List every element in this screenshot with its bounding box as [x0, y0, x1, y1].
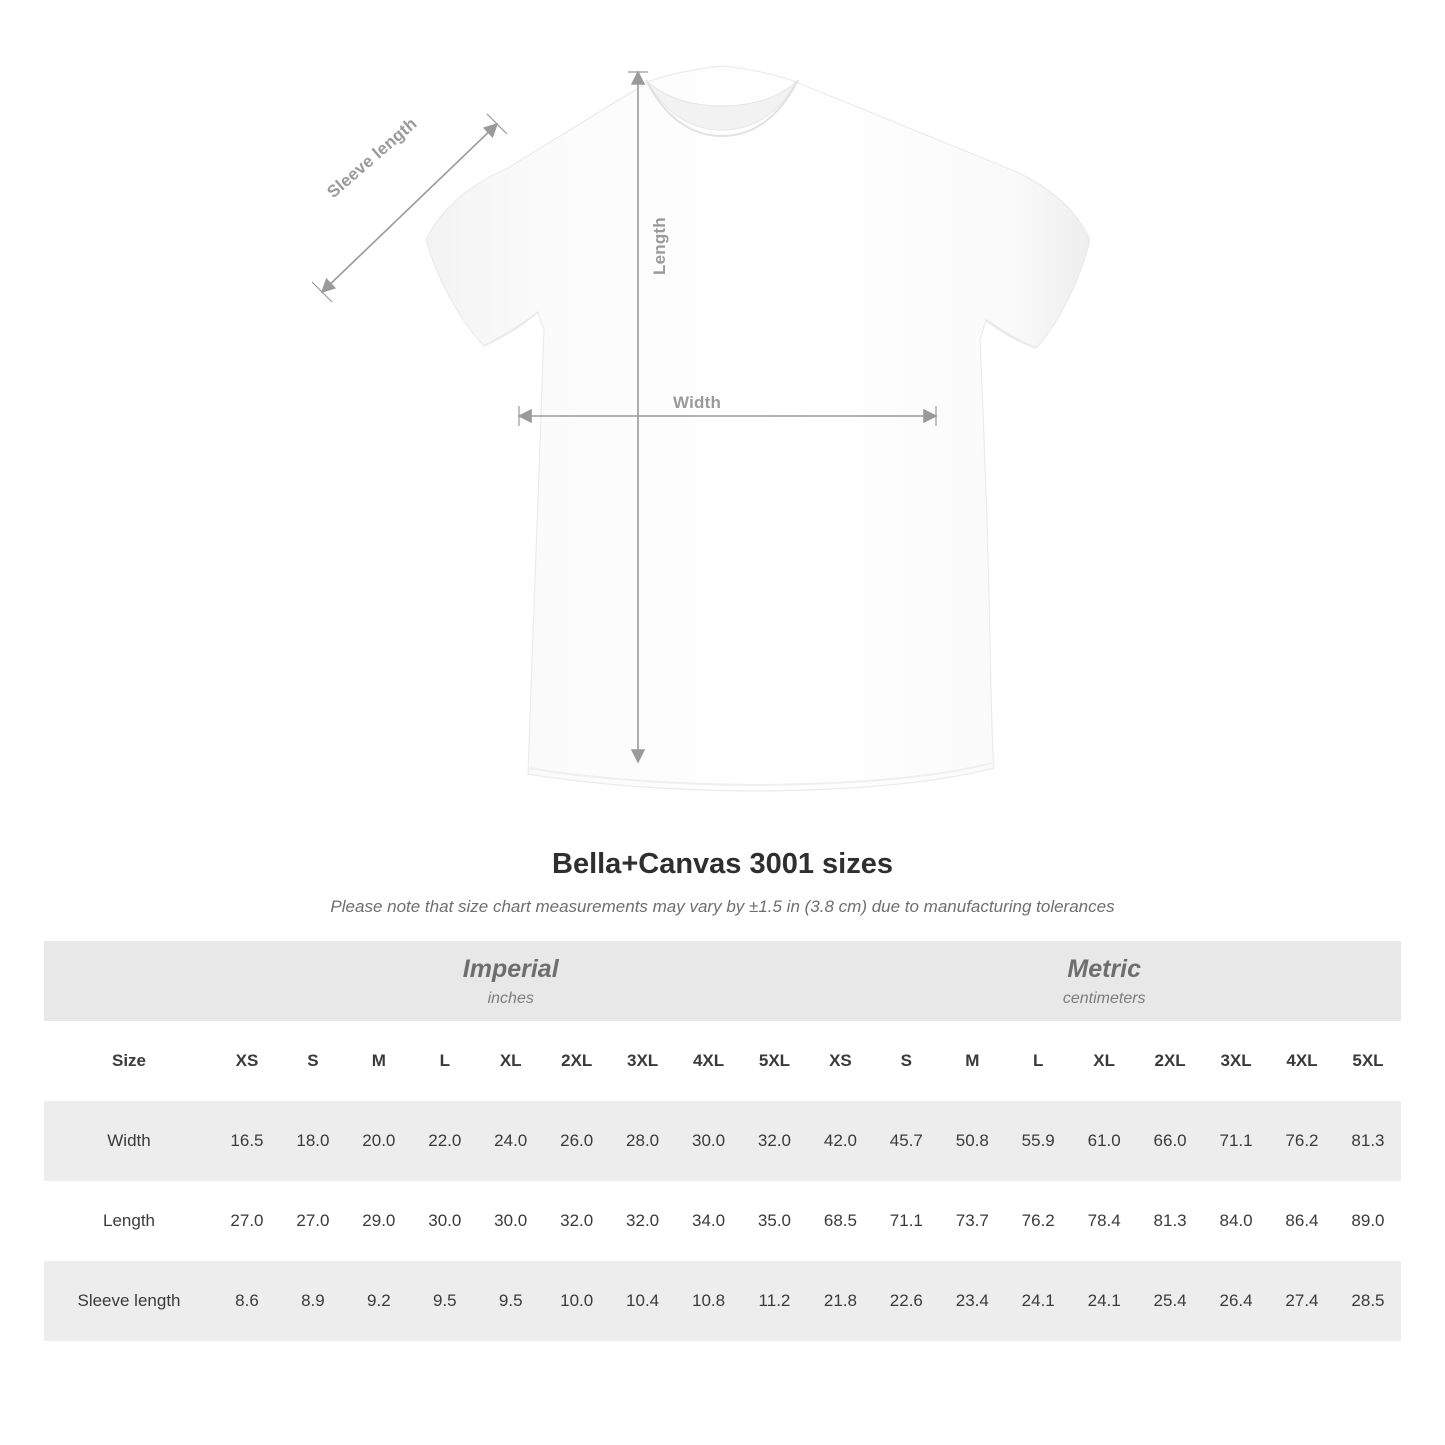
size-col-header: 4XL	[676, 1021, 742, 1101]
size-col-header: XL	[478, 1021, 544, 1101]
width-label: Width	[673, 393, 722, 412]
cell-value: 24.1	[1071, 1261, 1137, 1341]
cell-value: 45.7	[873, 1101, 939, 1181]
cell-value: 26.0	[544, 1101, 610, 1181]
row-label-width: Width	[44, 1101, 214, 1181]
cell-value: 10.0	[544, 1261, 610, 1341]
size-col-header: XL	[1071, 1021, 1137, 1101]
tolerance-note: Please note that size chart measurements may vary by ±1.5 in (3.8 cm) due to manufacturing tolerances	[330, 897, 1115, 916]
size-col-header: L	[412, 1021, 478, 1101]
cell-value: 28.0	[610, 1101, 676, 1181]
cell-value: 73.7	[939, 1181, 1005, 1261]
size-chart-table	[44, 941, 1401, 1341]
table-row	[44, 1101, 1401, 1181]
unit-group-metric-sub: centimeters	[1062, 989, 1146, 1007]
cell-value: 9.5	[478, 1261, 544, 1341]
size-col-header: S	[280, 1021, 346, 1101]
cell-value: 32.0	[610, 1181, 676, 1261]
size-col-header: S	[873, 1021, 939, 1101]
cell-value: 24.0	[478, 1101, 544, 1181]
title-block	[0, 848, 1445, 917]
cell-value: 18.0	[280, 1101, 346, 1181]
unit-header-row	[44, 941, 1401, 1021]
unit-group-imperial-sub: inches	[487, 989, 534, 1007]
cell-value: 30.0	[676, 1101, 742, 1181]
unit-group-imperial-name: Imperial	[462, 955, 559, 984]
size-col-header: 2XL	[544, 1021, 610, 1101]
cell-value: 27.4	[1269, 1261, 1335, 1341]
cell-value: 16.5	[214, 1101, 280, 1181]
cell-value: 35.0	[742, 1181, 808, 1261]
cell-value: 81.3	[1137, 1181, 1203, 1261]
size-col-header: XS	[214, 1021, 280, 1101]
cell-value: 8.6	[214, 1261, 280, 1341]
cell-value: 9.2	[346, 1261, 412, 1341]
size-col-header: 3XL	[610, 1021, 676, 1101]
cell-value: 9.5	[412, 1261, 478, 1341]
table-row	[44, 1261, 1401, 1341]
cell-value: 34.0	[676, 1181, 742, 1261]
size-col-header: 5XL	[742, 1021, 808, 1101]
cell-value: 10.8	[676, 1261, 742, 1341]
size-col-header: 2XL	[1137, 1021, 1203, 1101]
row-label-sleeve-length: Sleeve length	[44, 1261, 214, 1341]
cell-value: 23.4	[939, 1261, 1005, 1341]
cell-value: 27.0	[280, 1181, 346, 1261]
cell-value: 84.0	[1203, 1181, 1269, 1261]
cell-value: 8.9	[280, 1261, 346, 1341]
cell-value: 76.2	[1269, 1101, 1335, 1181]
size-col-header: 3XL	[1203, 1021, 1269, 1101]
size-col-header: L	[1005, 1021, 1071, 1101]
cell-value: 68.5	[807, 1181, 873, 1261]
cell-value: 42.0	[807, 1101, 873, 1181]
size-col-header: 5XL	[1335, 1021, 1401, 1101]
cell-value: 76.2	[1005, 1181, 1071, 1261]
size-col-header: XS	[807, 1021, 873, 1101]
page-title: Bella+Canvas 3001 sizes	[552, 848, 893, 880]
cell-value: 66.0	[1137, 1101, 1203, 1181]
unit-group-imperial	[214, 941, 807, 1021]
cell-value: 29.0	[346, 1181, 412, 1261]
cell-value: 30.0	[412, 1181, 478, 1261]
cell-value: 28.5	[1335, 1261, 1401, 1341]
cell-value: 10.4	[610, 1261, 676, 1341]
size-col-header: M	[939, 1021, 1005, 1101]
unit-group-metric-name: Metric	[1067, 955, 1142, 984]
cell-value: 71.1	[873, 1181, 939, 1261]
size-col-header: M	[346, 1021, 412, 1101]
cell-value: 27.0	[214, 1181, 280, 1261]
cell-value: 32.0	[544, 1181, 610, 1261]
unit-corner-cell	[44, 941, 214, 1021]
cell-value: 32.0	[742, 1101, 808, 1181]
size-table-wrap	[44, 941, 1401, 1341]
cell-value: 25.4	[1137, 1261, 1203, 1341]
cell-value: 21.8	[807, 1261, 873, 1341]
length-label: Length	[650, 217, 669, 275]
cell-value: 78.4	[1071, 1181, 1137, 1261]
cell-value: 22.6	[873, 1261, 939, 1341]
cell-value: 55.9	[1005, 1101, 1071, 1181]
unit-group-metric	[807, 941, 1401, 1021]
size-header-label: Size	[44, 1021, 214, 1101]
size-header-row	[44, 1021, 1401, 1101]
shirt-shape	[426, 66, 1090, 791]
cell-value: 30.0	[478, 1181, 544, 1261]
cell-value: 50.8	[939, 1101, 1005, 1181]
cell-value: 22.0	[412, 1101, 478, 1181]
row-label-length: Length	[44, 1181, 214, 1261]
cell-value: 86.4	[1269, 1181, 1335, 1261]
cell-value: 26.4	[1203, 1261, 1269, 1341]
cell-value: 20.0	[346, 1101, 412, 1181]
cell-value: 71.1	[1203, 1101, 1269, 1181]
cell-value: 89.0	[1335, 1181, 1401, 1261]
size-col-header: 4XL	[1269, 1021, 1335, 1101]
cell-value: 81.3	[1335, 1101, 1401, 1181]
sleeve-length-label: Sleeve length	[323, 113, 421, 202]
table-row	[44, 1181, 1401, 1261]
cell-value: 61.0	[1071, 1101, 1137, 1181]
cell-value: 24.1	[1005, 1261, 1071, 1341]
cell-value: 11.2	[742, 1261, 808, 1341]
